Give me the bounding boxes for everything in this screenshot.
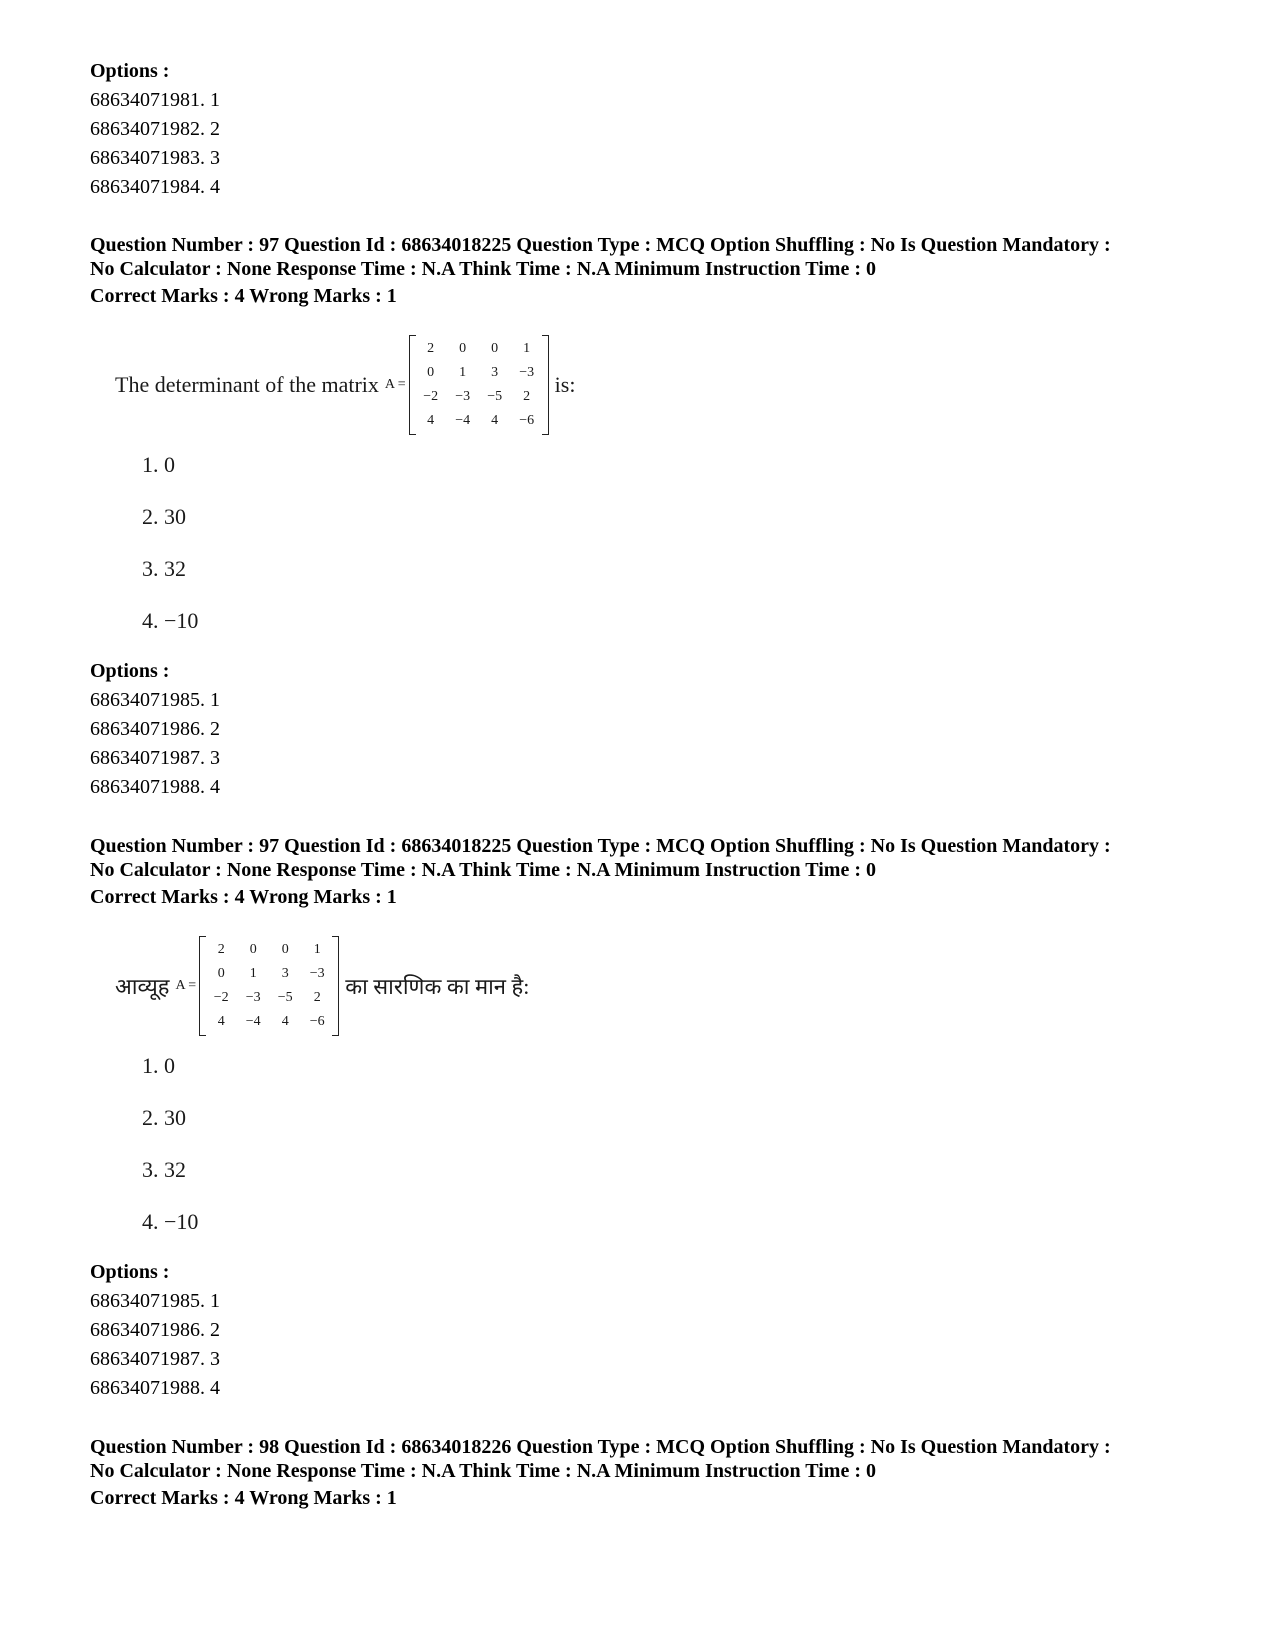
matrix [409, 335, 549, 435]
matrix-cell: −2 [213, 990, 229, 1005]
matrix-expression [175, 936, 339, 1036]
option-id: 68634071985. 1 [90, 689, 220, 711]
question-marks: Correct Marks : 4 Wrong Marks : 1 [90, 886, 397, 908]
matrix-cell: −4 [245, 1014, 261, 1029]
options-block [90, 57, 220, 202]
question-meta-line: No Calculator : None Response Time : N.A Think Time : N.A Minimum Instruction Time : 0 [90, 258, 876, 280]
question-text [115, 936, 529, 1036]
matrix-label: A = [384, 377, 406, 392]
question-text-before: आव्यूह [115, 974, 170, 999]
question-meta [90, 834, 1111, 882]
option-id: 68634071985. 1 [90, 1290, 220, 1312]
matrix-cell: 4 [217, 1014, 225, 1029]
matrix-cell: 2 [427, 341, 435, 356]
option-id: 68634071987. 3 [90, 1348, 220, 1370]
matrix-cell: 2 [523, 389, 531, 404]
matrix-label: A = [175, 978, 197, 993]
matrix-cell: −3 [519, 365, 535, 380]
matrix-cell: 3 [491, 365, 499, 380]
option-id: 68634071988. 4 [90, 1377, 220, 1399]
matrix-cell: 1 [249, 966, 257, 981]
option-id: 68634071988. 4 [90, 776, 220, 798]
matrix-cell: 0 [491, 341, 499, 356]
answer-choice: 1. 0 [142, 452, 175, 477]
option-id: 68634071982. 2 [90, 118, 220, 140]
matrix-cell: 1 [523, 341, 531, 356]
matrix-cell: −5 [277, 990, 293, 1005]
matrix-cell: −3 [309, 966, 325, 981]
question-text [115, 335, 575, 435]
matrix-cell: 4 [491, 413, 499, 428]
option-id: 68634071986. 2 [90, 718, 220, 740]
matrix-cell: 1 [313, 942, 321, 957]
question-text-before: The determinant of the matrix [115, 372, 379, 397]
question-meta-line: Question Number : 97 Question Id : 68634018225 Question Type : MCQ Option Shuffling : No Is Question Mandatory : [90, 835, 1111, 857]
matrix-cell: 2 [313, 990, 321, 1005]
matrix-cell: 2 [217, 942, 225, 957]
matrix-expression [385, 335, 549, 435]
answer-choice: 2. 30 [142, 1105, 186, 1130]
matrix-cell: −3 [245, 990, 261, 1005]
question-marks: Correct Marks : 4 Wrong Marks : 1 [90, 1487, 397, 1509]
options-block [90, 657, 220, 802]
answer-choice: 4. −10 [142, 1209, 199, 1234]
option-id: 68634071981. 1 [90, 89, 220, 111]
matrix-cell: 0 [459, 341, 467, 356]
matrix [199, 936, 339, 1036]
matrix-cell: 3 [281, 966, 289, 981]
matrix-cell: 0 [249, 942, 257, 957]
matrix-cell: 4 [281, 1014, 289, 1029]
matrix-cell: 0 [217, 966, 225, 981]
matrix-cell: 4 [427, 413, 435, 428]
option-id: 68634071983. 3 [90, 147, 220, 169]
option-id: 68634071986. 2 [90, 1319, 220, 1341]
question-meta-line: No Calculator : None Response Time : N.A Think Time : N.A Minimum Instruction Time : 0 [90, 859, 876, 881]
matrix-cell: −4 [455, 413, 471, 428]
question-text-after: is: [554, 372, 576, 397]
question-meta [90, 1435, 1111, 1483]
matrix-cell: −5 [487, 389, 503, 404]
options-label: Options : [90, 1261, 170, 1283]
question-meta-line: Question Number : 97 Question Id : 68634018225 Question Type : MCQ Option Shuffling : No Is Question Mandatory : [90, 234, 1111, 256]
question-text-after: का सारणिक का मान है: [345, 974, 530, 999]
answer-choice: 1. 0 [142, 1053, 175, 1078]
answer-choice: 3. 32 [142, 556, 186, 581]
option-id: 68634071987. 3 [90, 747, 220, 769]
option-id: 68634071984. 4 [90, 176, 220, 198]
answer-choice: 4. −10 [142, 608, 199, 633]
matrix-cell: −2 [423, 389, 439, 404]
question-meta-line: No Calculator : None Response Time : N.A Think Time : N.A Minimum Instruction Time : 0 [90, 1460, 876, 1482]
question-meta-line: Question Number : 98 Question Id : 68634018226 Question Type : MCQ Option Shuffling : No Is Question Mandatory : [90, 1436, 1111, 1458]
options-label: Options : [90, 660, 170, 682]
matrix-cell: 0 [281, 942, 289, 957]
options-block [90, 1258, 220, 1403]
matrix-cell: −6 [519, 413, 535, 428]
matrix-cell: −3 [455, 389, 471, 404]
options-label: Options : [90, 60, 170, 82]
question-meta [90, 233, 1111, 281]
matrix-cell: −6 [309, 1014, 325, 1029]
answer-choice: 3. 32 [142, 1157, 186, 1182]
question-marks: Correct Marks : 4 Wrong Marks : 1 [90, 285, 397, 307]
matrix-cell: 0 [427, 365, 435, 380]
matrix-cell: 1 [459, 365, 467, 380]
answer-choice: 2. 30 [142, 504, 186, 529]
